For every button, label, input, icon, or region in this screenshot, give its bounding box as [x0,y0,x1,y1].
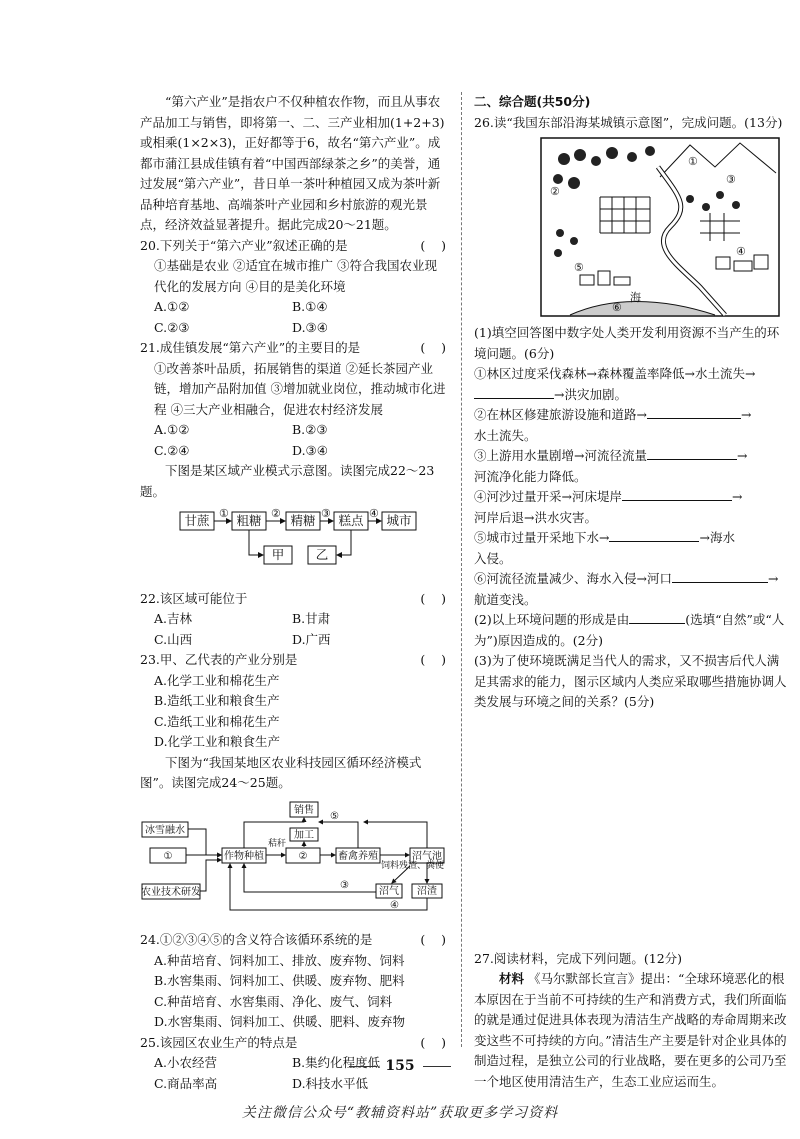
question-26: 26.读“我国东部沿海某城镇示意图”，完成问题。(13分) [474,114,783,130]
q26-part2-a: (2)以上环境问题的形成是由 [474,612,630,627]
item3-text-a: ③上游用水量剧增→河流径流量 [474,448,647,463]
answer-space[interactable] [474,713,788,949]
map-label-4: ④ [736,245,746,258]
label-1: ① [163,850,173,862]
label-crops: 作物种植 [224,850,264,862]
material-text: 《马尔默部长宣言》提出：“全球环境恶化的根本原因在于当前不可持续的生产和消费方式，我们所面临的就是通过促进具体表现为清洁生产战略的寿命周期来改变这些不可持续的方向。”清洁生产主要是针对企业具体的制造过程，是独立公司的行业战略，要在更多的公司乃至一个地区使用清洁生产，生态工业应运而生。 [474,971,787,1089]
q26-part1: (1)填空回答图中数字处人类开发利用资源不当产生的环境问题。(6分) [474,325,780,361]
answer-paren: ( ) [420,340,446,355]
answer-paren: ( ) [420,652,446,667]
item5-text-b: 海水 [709,530,735,545]
question-27: 27.阅读材料，完成下列问题。(12分) [474,950,683,966]
node-label: 粗糖 [236,513,262,528]
question-23 [140,650,446,671]
q21-options-row2 [140,441,446,462]
item2-text-a: ②在林区修建旅游设施和道路→ [474,407,647,422]
item4-text-b: 河岸后退→洪水灾害。 [474,509,597,525]
page-number: 155 [0,1058,800,1074]
option-d: D.科技水平低 [292,1075,369,1091]
answer-blank[interactable] [647,405,741,419]
arrow-label: ① [219,508,229,520]
option-b: B.集约化程度低 [292,1055,381,1070]
item4-text-a: ④河沙过量开采→河床堤岸 [474,489,622,504]
option-d: D.化学工业和粮食生产 [154,734,281,749]
q26-part3: (3)为了使环境既满足当代人的需求，又不损害后代人满足其需求的能力，图示区域内人类应采取哪些措施协调人类发展与环境之间的关系？(5分) [474,653,787,709]
option-b: B.①④ [292,299,328,314]
option-c: C.种苗培育、水窖集雨、净化、废气、饲料 [154,993,393,1009]
answer-paren: ( ) [420,1034,446,1050]
circular-economy-diagram [140,800,446,918]
question-24 [140,930,446,951]
q25-options-row2 [140,1074,446,1095]
item5-text-c: 入侵。 [474,550,512,566]
label-straw: 秸秆 [268,838,287,849]
node-label: 糕点 [338,513,364,528]
map-label-2: ② [550,185,560,198]
label-3: ③ [340,879,349,891]
q20-body: ①基础是农业 ②适宜在城市推广 ③符合我国农业现代化的发展方向 ④目的是美化环境 [154,258,437,294]
item5-text-a: ⑤城市过量开采地下水→ [474,530,610,545]
option-d: D.广西 [292,631,331,647]
intro-fig1: 下图是某区域产业模式示意图。读图完成22～23题。 [140,463,435,499]
answer-blank[interactable] [629,610,685,624]
option-d: D.水窖集雨、饲料加工、供暖、肥料、废弃物 [154,1014,406,1029]
option-d: D.③④ [292,319,328,335]
label-process: 加工 [294,829,314,841]
answer-blank[interactable] [647,446,737,460]
option-a: A.吉林 [154,611,193,626]
label-4: ④ [390,899,399,911]
option-c: C.山西 [154,631,193,647]
arrow-to-jia [249,530,263,555]
item1-text-b: →洪灾加剧。 [554,386,627,402]
option-b: B.水窖集雨、饲料加工、供暖、废弃物、肥料 [154,973,405,988]
label-tech: 农业技术研发 [141,886,201,898]
option-c: C.商品率高 [154,1075,218,1091]
option-b: B.造纸工业和粮食生产 [154,693,280,708]
answer-paren: ( ) [420,932,446,947]
item6-text-a: ⑥河流径流量减少、海水入侵→河口 [474,571,672,586]
q20-stem: 20.下列关于“第六产业”叙述正确的是 [140,237,348,253]
q22-stem: 22.该区域可能位于 [140,590,248,606]
node-label: 城市 [386,513,412,528]
arrow-tech-to-crops [200,860,221,891]
arrow-label: ③ [321,508,331,520]
option-b: B.甘肃 [292,611,331,626]
map-label-6: ⑥ [612,301,622,314]
option-a: A.①② [154,299,190,314]
q21-stem: 21.成佳镇发展“第六产业”的主要目的是 [140,340,361,355]
option-c: C.②④ [154,442,190,458]
q22-options-row2 [140,630,446,651]
q26-part2-b: (选填“自然”或“人为”)原因造成的。(2分) [474,612,785,648]
arrow-tank-return [364,822,427,848]
option-c: C.②③ [154,319,190,335]
question-21 [140,338,446,359]
map-label-3: ③ [726,173,736,186]
item2-text-b: 水土流失。 [474,427,537,443]
section-heading: 二、综合题(共50分) [474,94,591,109]
option-d: D.③④ [292,442,328,458]
answer-paren: ( ) [420,237,446,253]
map-label-5: ⑤ [574,261,584,274]
right-column: 二、综合题(共50分) 26.读“我国东部沿海某城镇示意图”，完成问题。(13分) ① ② ③ ④ ⑤ ⑥ 海 (1)填空回答图中数字处人类开发利用资源不当产生的环境问题。(6分) ①林区过度采伐森林→森林覆盖率降低→水土流失→ →洪灾加剧。 ②在林区修建旅游设施和道路→ → 水土流失。 ③上游用水量剧增→河流径流量 → 河流净化能力降低。 ④河沙过量开采→河床堤岸 → 河岸后退→洪水灾害。 ⑤城市过量开采地下水→ →海水 入侵。 ⑥河流径流量减少、海水入侵→河口 → 航道变浅。 (2)以上环境问题的形成是由 (选填“自然”或“人为”)原因造成的。(2分) (3)为了使环境既满足当代人的需求，又不损害后代人满足其需求的能力，图示区域内人类应采取哪些措施协调人类发展与环境之间的关系？(5分) 27.阅读材料，完成下列问题。(12分) 材料 《马尔默部长宣言》提出：“全球环境恶化的根本原因在于当前不可持续的生产和消费方式，我们所面临的就是通过促进具体表现为清洁生产战略的寿命周期来改变这些不可持续的方向。”清洁生产主要是针对企业具体的制造过程，是独立公司的行业战略，要在更多的公司乃至一个地区使用清洁生产，生态工业应运而生。 [474,94,787,1089]
label-5: ⑤ [330,810,339,822]
q20-options [140,297,446,318]
left-column [140,92,446,1094]
answer-blank[interactable] [672,569,768,583]
q20-options-row2 [140,318,446,339]
material-label: 材料 [499,971,525,986]
arrow-ice-to-crops [188,829,221,855]
answer-blank[interactable] [609,528,699,542]
answer-blank[interactable] [474,385,554,399]
column-divider [461,92,462,1047]
option-a: A.小农经营 [154,1055,218,1070]
label-biogas: 沼气 [379,885,399,897]
q21-body: ①改善茶叶品质，拓展销售的渠道 ②延长茶园产业链，增加产品附加值 ③增加就业岗位，推动城市化进程 ④三大产业相融合，促进农村经济发展 [154,360,446,417]
arrow-label: ④ [369,508,379,520]
arrow-label: ② [271,508,281,520]
node-label: 精糖 [290,513,316,528]
answer-blank[interactable] [622,487,732,501]
option-b: B.②③ [292,422,328,437]
label-sell: 销售 [294,804,314,816]
label-2: ② [298,850,308,862]
footer-note: 关注微信公众号“教辅资料站”获取更多学习资料 [241,1105,559,1121]
intro-fig2: 下图为“我国某地区农业科技园区循环经济模式图”。读图完成24～25题。 [140,754,422,790]
label-feed-residue: 饲料残渣、粪便 [381,860,445,871]
label-slag: 沼渣 [417,885,437,897]
label-biogas-tank: 沼气池 [412,850,442,862]
label-livestock: 畜禽养殖 [338,850,378,862]
option-a: A.化学工业和棉花生产 [154,672,280,688]
q25-stem: 25.该园区农业生产的特点是 [140,1034,298,1050]
q22-options [140,609,446,630]
arrow-from-yi [337,530,351,555]
item3-text-b: 河流净化能力降低。 [474,468,587,484]
arrow-livestock-to-sell [319,822,358,848]
coastal-town-map [540,137,780,317]
question-25 [140,1033,446,1054]
option-a: A.①② [154,422,190,437]
node-label: 甘蔗 [184,513,210,528]
industry-chain-diagram [140,508,446,576]
question-20 [140,236,446,257]
node-label: 乙 [315,547,329,562]
label-ice-melt: 冰雪融水 [145,824,185,836]
intro-passage: “第六产业”是指农户不仅种植农作物，而且从事农产品加工与销售，即将第一、二、三产业相加(1+2+3)或相乘(1×2×3)，正好都等于6，故名“第六产业”。成都市蒲江县成佳镇有着“中国西部绿茶之乡”的美誉，通过发展“第六产业”，昔日单一茶叶种植园又成为茶叶新品种培育基地、高端茶叶产业园和乡村旅游的观光景点，经济效益显著提升。据此完成20～21题。 [140,94,445,232]
node-label: 甲 [271,547,285,562]
item1-text-a: ①林区过度采伐森林→森林覆盖率降低→水土流失→ [474,366,756,381]
option-c: C.造纸工业和棉花生产 [154,713,280,729]
question-22 [140,589,446,610]
q24-stem: 24.①②③④⑤的含义符合该循环系统的是 [140,932,373,947]
map-frame [541,138,779,316]
map-label-sea: 海 [630,291,641,304]
q21-options [140,420,446,441]
answer-paren: ( ) [420,590,446,606]
arrow-gas-to-crops [244,864,376,892]
option-a: A.种苗培育、饲料加工、排放、废弃物、饲料 [154,952,405,968]
map-label-1: ① [688,155,698,168]
q23-stem: 23.甲、乙代表的产业分别是 [140,652,298,667]
item6-text-b: 航道变浅。 [474,591,537,607]
